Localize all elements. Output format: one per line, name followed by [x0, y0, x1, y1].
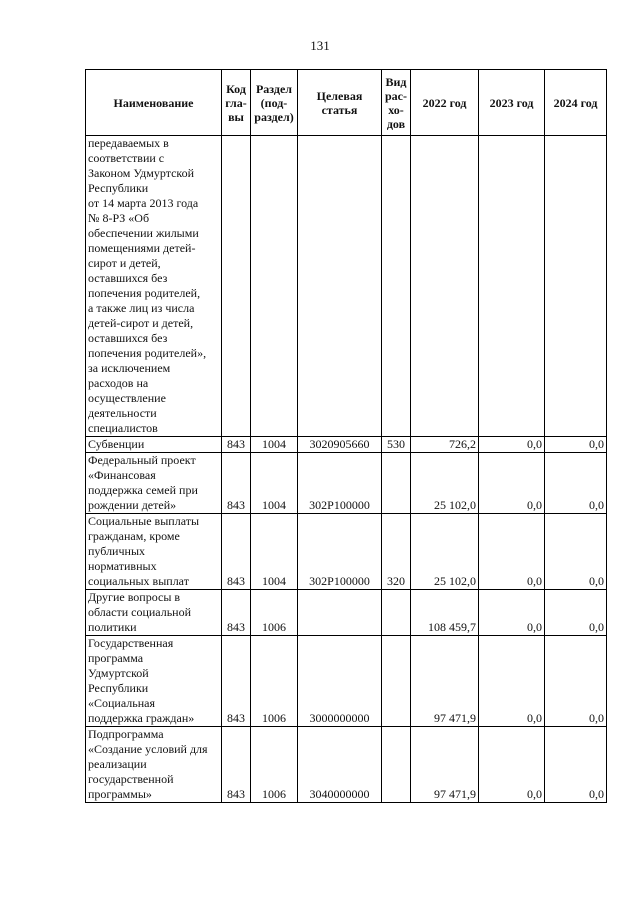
row-expense — [382, 590, 411, 636]
row-name: Другие вопросы в области социальной политики — [86, 590, 222, 636]
row-expense: 530 — [382, 437, 411, 453]
header-2022: 2022 год — [411, 70, 479, 136]
row-2022: 25 102,0 — [411, 453, 479, 514]
table-header-row — [86, 70, 607, 136]
row-name: Государственная программа Удмуртской Республики «Социальная поддержка граждан» — [86, 636, 222, 727]
row-2023: 0,0 — [479, 514, 545, 590]
row-2023: 0,0 — [479, 437, 545, 453]
row-target — [298, 136, 382, 437]
row-chapter: 843 — [222, 437, 251, 453]
row-2024: 0,0 — [545, 590, 607, 636]
row-2023: 0,0 — [479, 590, 545, 636]
row-expense: 320 — [382, 514, 411, 590]
row-target: 3020905660 — [298, 437, 382, 453]
row-2023: 0,0 — [479, 727, 545, 803]
table-row — [86, 453, 607, 514]
row-2024: 0,0 — [545, 437, 607, 453]
row-2024 — [545, 136, 607, 437]
row-chapter: 843 — [222, 636, 251, 727]
row-2022: 726,2 — [411, 437, 479, 453]
header-section: Раздел (под- раздел) — [251, 70, 298, 136]
row-target: 302P100000 — [298, 453, 382, 514]
table-row — [86, 636, 607, 727]
row-2023: 0,0 — [479, 636, 545, 727]
row-target: 302P100000 — [298, 514, 382, 590]
row-expense — [382, 636, 411, 727]
row-2022: 97 471,9 — [411, 727, 479, 803]
budget-table — [85, 69, 607, 803]
row-2022: 25 102,0 — [411, 514, 479, 590]
header-2024: 2024 год — [545, 70, 607, 136]
row-name: Подпрограмма «Создание условий для реализации государственной программы» — [86, 727, 222, 803]
row-target: 3040000000 — [298, 727, 382, 803]
row-name: Субвенции — [86, 437, 222, 453]
row-2023 — [479, 136, 545, 437]
row-2024: 0,0 — [545, 453, 607, 514]
row-target: 3000000000 — [298, 636, 382, 727]
row-2024: 0,0 — [545, 636, 607, 727]
header-expense-type: Вид рас- хо- дов — [382, 70, 411, 136]
header-chapter-code: Код гла- вы — [222, 70, 251, 136]
row-section: 1004 — [251, 437, 298, 453]
table-row — [86, 727, 607, 803]
header-target-article: Целевая статья — [298, 70, 382, 136]
row-2024: 0,0 — [545, 727, 607, 803]
table-row — [86, 590, 607, 636]
row-chapter: 843 — [222, 514, 251, 590]
row-chapter: 843 — [222, 727, 251, 803]
row-2022: 108 459,7 — [411, 590, 479, 636]
table-row — [86, 437, 607, 453]
row-section: 1004 — [251, 453, 298, 514]
row-expense — [382, 727, 411, 803]
row-chapter — [222, 136, 251, 437]
table-row — [86, 136, 607, 437]
row-2022: 97 471,9 — [411, 636, 479, 727]
row-name: Федеральный проект «Финансовая поддержка семей при рождении детей» — [86, 453, 222, 514]
row-section: 1004 — [251, 514, 298, 590]
row-2022 — [411, 136, 479, 437]
row-expense — [382, 136, 411, 437]
page-number: 131 — [310, 38, 330, 53]
row-name: передаваемых в соответствии с Законом Удмуртской Республики от 14 марта 2013 года № 8-РЗ «Об обеспечении жилыми помещениями детей- сирот и детей, оставшихся без попечения родителей, а также лиц из числа детей-сирот и детей, оставшихся без попечения родителей», за исключением расходов на осуществление деятельности специалистов — [86, 136, 222, 437]
header-name: Наименование — [86, 70, 222, 136]
row-target — [298, 590, 382, 636]
table-row — [86, 514, 607, 590]
row-chapter: 843 — [222, 453, 251, 514]
row-section: 1006 — [251, 636, 298, 727]
row-2023: 0,0 — [479, 453, 545, 514]
row-chapter: 843 — [222, 590, 251, 636]
row-2024: 0,0 — [545, 514, 607, 590]
row-section — [251, 136, 298, 437]
row-expense — [382, 453, 411, 514]
row-section: 1006 — [251, 727, 298, 803]
header-2023: 2023 год — [479, 70, 545, 136]
row-name: Социальные выплаты гражданам, кроме публичных нормативных социальных выплат — [86, 514, 222, 590]
row-section: 1006 — [251, 590, 298, 636]
